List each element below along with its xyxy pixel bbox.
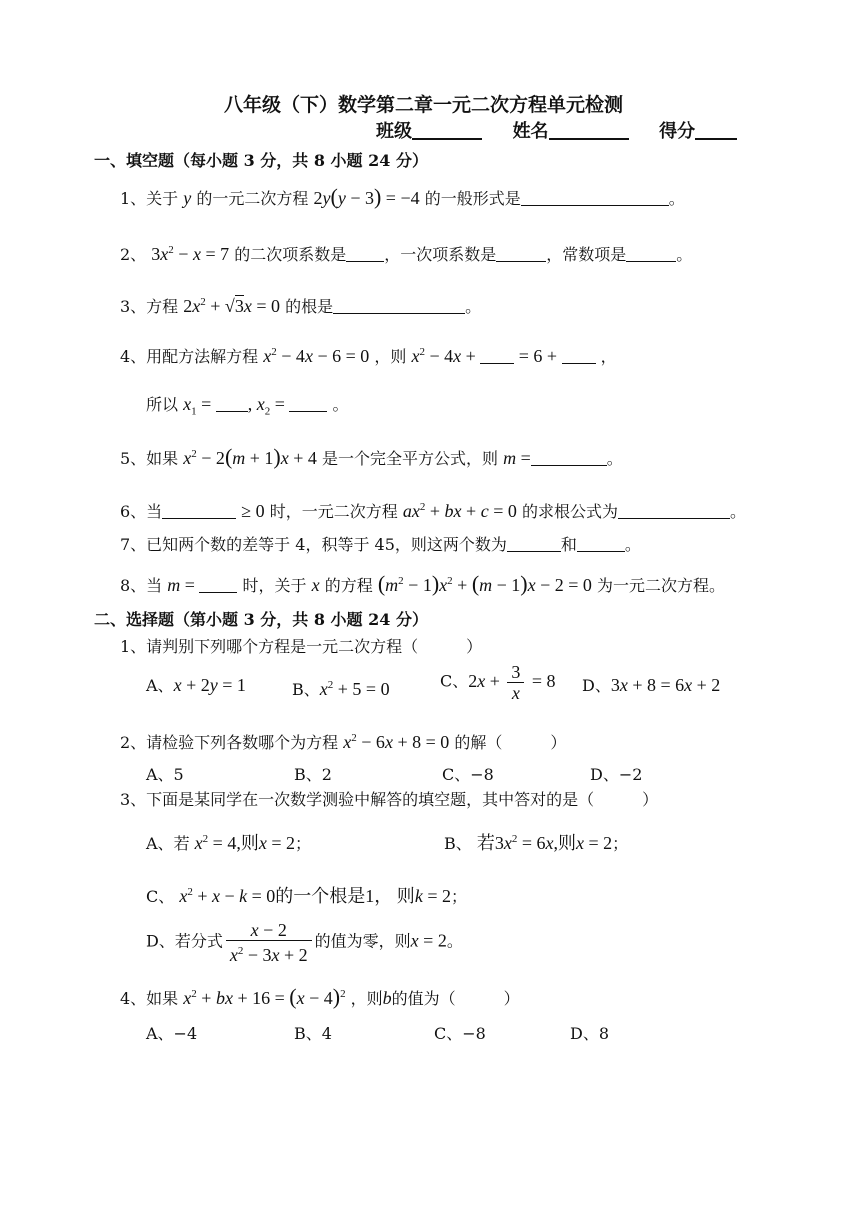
answer-blank[interactable] xyxy=(289,396,327,412)
choice-question-1: 1、请判别下列哪个方程是一元二次方程（ ） xyxy=(120,637,483,656)
equation: $x^2 - 4x - 6 = 0$ xyxy=(263,346,370,366)
name-label: 姓名 xyxy=(512,121,549,142)
class-label: 班级 xyxy=(376,121,412,142)
choice-question-3: 3、下面是某同学在一次数学测验中解答的填空题，其中答对的是（ ） xyxy=(120,790,659,809)
option-d[interactable]: D、3x + 8 = 6x + 2 xyxy=(582,675,721,695)
option-c[interactable]: C、2x + $\frac{3}{x}$ = 8 xyxy=(440,662,556,703)
option-b[interactable]: B、$x^2 + 5 = 0$ xyxy=(292,679,390,699)
option-a[interactable]: A、5 xyxy=(146,765,184,784)
answer-blank[interactable] xyxy=(618,503,730,519)
name-blank[interactable] xyxy=(549,120,629,140)
option-c[interactable]: C、−8 xyxy=(442,765,494,784)
option-a[interactable]: A、若 $x^2 = 4$,则x = 2； xyxy=(146,833,311,853)
answer-blank[interactable] xyxy=(562,348,596,364)
class-blank[interactable] xyxy=(412,120,482,140)
equation: 2y(y − 3) = −4 xyxy=(313,184,420,209)
section-2-heading: 二、选择题（第小题 3 分，共 8 小题 24 分） xyxy=(94,610,428,629)
fill-question-7: 7、已知两个数的差等于 4，积等于 45，则这两个数为 和 。 xyxy=(120,535,641,554)
section-1-heading: 一、填空题（每小题 3 分，共 8 小题 24 分） xyxy=(94,151,428,170)
option-d[interactable]: D、8 xyxy=(570,1024,610,1043)
page-title: 八年级（下）数学第二章一元二次方程单元检测 xyxy=(224,94,624,116)
equation: $x^2 - 2(m + 1)x + 4$ xyxy=(183,444,317,469)
student-info-line xyxy=(376,120,737,143)
answer-blank[interactable] xyxy=(480,348,514,364)
answer-blank[interactable] xyxy=(521,190,669,206)
score-blank[interactable] xyxy=(695,120,737,140)
choice-question-2: 2、请检验下列各数哪个为方程 $x^2 - 6x + 8 = 0$ 的解（ ） xyxy=(120,732,567,752)
score-label: 得分 xyxy=(659,121,696,142)
fill-question-2: 2、 $3x^2 - x = 7$ 的二次项系数是 ，一次项系数是 ，常数项是 。 xyxy=(120,244,693,264)
option-a[interactable]: A、x + 2y = 1 xyxy=(146,675,246,695)
fill-question-3: 3、方程 $2x^2 + √3x = 0$ 的根是 。 xyxy=(120,296,482,316)
fill-question-6: 6、当 ≥ 0 时，一元二次方程 $ax^2$ + bx + c = 0 的求根公式为 。 xyxy=(120,501,746,521)
choice-question-4: 4、如果 $x^2$ + bx + $16 = (x - 4)^2$ ，则b的值为（ ） xyxy=(120,984,520,1009)
fill-question-4-line-2: 所以 $x_1$ = , $x_2$ = 。 xyxy=(146,394,349,418)
option-c[interactable]: C、−8 xyxy=(434,1024,486,1043)
answer-blank[interactable] xyxy=(577,536,625,552)
answer-blank[interactable] xyxy=(216,396,248,412)
fill-question-4: 4、用配方法解方程 $x^2 - 4x - 6 = 0$ ，则 $x^2 - 4x$ + = 6 + ， xyxy=(120,346,617,366)
equation: $x^2 - 6x + 8 = 0$ xyxy=(343,732,450,752)
choice-question-1-options xyxy=(146,674,246,697)
equation: $ax^2$ + bx + c = 0 xyxy=(402,501,517,521)
equation: $x^2$ + bx + $16 = (x - 4)^2$ xyxy=(183,984,346,1009)
equation: $(m^2 - 1)x^2 + (m - 1)x - 2 = 0$ xyxy=(377,571,592,596)
completing-square: $x^2 - 4x$ + = 6 + xyxy=(411,346,595,366)
option-d[interactable]: D、若分式 $\frac{x - 2}{x^2 - 3x + 2}$ 的值为零，则x = 2。 xyxy=(146,920,463,965)
answer-blank[interactable] xyxy=(531,450,607,466)
fill-question-1: 1、关于 y 的一元二次方程 2y(y − 3) = −4 的一般形式是 。 xyxy=(120,184,685,209)
answer-blank[interactable] xyxy=(333,298,465,314)
option-b[interactable]: B、2 xyxy=(294,765,332,784)
equation: $2x^2 + √3x = 0$ xyxy=(183,296,280,316)
equation: $3x^2 - x = 7$ xyxy=(151,244,230,264)
answer-blank[interactable] xyxy=(199,577,237,593)
option-a[interactable]: A、−4 xyxy=(146,1024,198,1043)
fill-question-8: 8、当 m = 时，关于 x 的方程 $(m^2 - 1)x^2 + (m - 1)x - 2 = 0$ 为一元二次方程。 xyxy=(120,571,726,596)
option-d[interactable]: D、−2 xyxy=(590,765,643,784)
answer-blank[interactable] xyxy=(496,246,546,262)
answer-blank[interactable] xyxy=(507,536,561,552)
fill-question-5: 5、如果 $x^2 - 2(m + 1)x + 4$ 是一个完全平方公式，则 m = 。 xyxy=(120,444,623,469)
option-c[interactable]: C、 $x^2 + x - k = 0$的一个根是1， 则k = 2； xyxy=(146,886,467,906)
answer-blank[interactable] xyxy=(162,503,236,519)
option-b[interactable]: B、4 xyxy=(294,1024,332,1043)
answer-blank[interactable] xyxy=(346,246,384,262)
option-b[interactable]: B、 若$3x^2 = 6x$,则x = 2； xyxy=(444,833,629,853)
answer-blank[interactable] xyxy=(626,246,676,262)
